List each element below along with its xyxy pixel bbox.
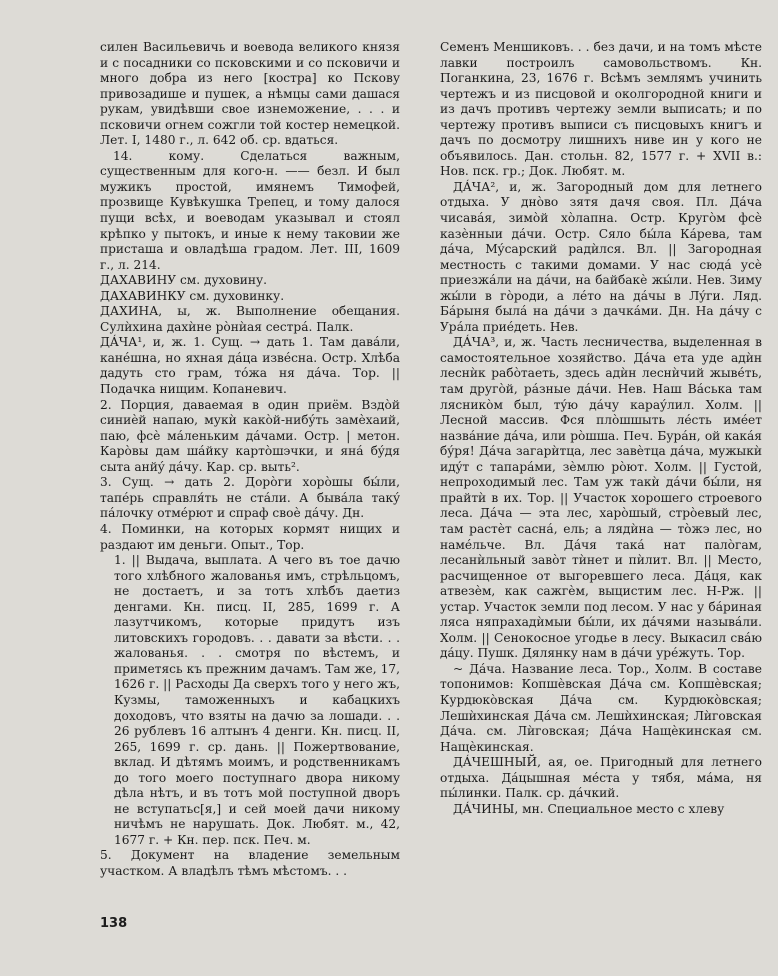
entry-dakhavinu: ДАХАВИНУ см. духовину. — [100, 273, 268, 288]
entry-dacha-2: ДÁЧА², и, ж. Загородный дом для летнего отдыха. У днòво зятя дачя своя. Пл. Дáча чисавáя, зимòй хòлапна. Остр. Кругòм фсѐ казѐнныи дáчи. Остр. Сяло бы́ла Кáрева, там дáча, Мýсарский радѝлся. Вл. || Загородная местность с такими домами. У нас сюдá усѐ приезжáли на дáчи, на байбакѐ жы́ли. Нев. Зиму жы́ли в гòроди, а лéто на дáчы в Лýги. Ляд. Бáрыня былá на дáчи з дачкáми. Дн. На дáчу с Урáла приéдеть. Нев. — [440, 179, 762, 334]
historical-sense-1: 1. || Выдача, выплата. А чего въ тое дачю того хлѣбного жалованья имъ, стрѣльцомъ, не достаетъ, и за тотъ хлѣбъ даетиз денгами. Кн. писц. II, 285, 1699 г. А лазутчикомъ, которые придутъ изъ литовскихъ городовъ. . . давати за вѣсти. . . жалованья. . . смотря по вѣстемъ, и приметясь къ прежним дачамъ. Там же, 17, 1626 г. || Расходы Да сверхъ того у него жъ, Кузмы, таможенныхъ и кабацкихъ доходовъ, что взяты на дачю за лошади. . . 26 рублевъ 16 алтынъ 4 денги. Кн. писц. II, 265, 1699 г. ср. дань. || Пожертвование, вклад. И дѣтямъ моимъ, и родственникамъ до того моего поступнаго двора никому дѣла нѣтъ, и въ тотъ мой поступной дворъ не вступатьс[я,] и сей моей дачи никому ничѣмъ не нарушать. Док. Любят. м., 42, 1677 г. + Кн. пер. пск. Печ. м. — [114, 553, 400, 847]
sense-3: 3. Сущ. → дать 2. Дорòги хорòшы бы́ли, тапéрь справля́ть не стáли. А бывáла такý пáлочку отмéрют и спраф своѐ дáчу. Дн. — [100, 475, 400, 521]
sense-2: 2. Порция, даваемая в один приём. Вздòй синиѐй напаю, мукѝ какòй-нибýть замѐхаий, паю, фсѐ мáленьким дáчами. Остр. | метон. Карòвы дам шáйку картòшэчки, и янá бýдя сыта анйý дáчу. Кар. ср. выть². — [100, 397, 400, 474]
sense-14: 14. кому. Сделаться важным, существенным для кого-н. —— безл. И был мужикъ простой, имянемъ Тимофей, прозвище Кувѣкушка Трепец, и тому далося пущи всѣх, и воеводам указывал и стоял крѣпко у пытокъ, и иные к нему таковии же присташа и овладѣша градом. Лет. III, 1609 г., л. 214. — [100, 148, 400, 272]
entry-dacha-3: ДÁЧА³, и, ж. Часть лесничества, выделенная в самостоятельное хозяйство. Дáча ета уде адѝн леснѝк рабòтаеть, здесь адѝн леснѝчий жывéть, там другòй, рáзные дáчи. Нев. Наш Вáська там лясникòм был, тýю дáчу караýлил. Холм. || Лесной массив. Фся плòшшыть лéсть имéет назвáние дáча, или рòшша. Печ. Бурáн, ой какáя бýря! Дáча загарѝтца, лес завѐтца дáча, мужыкѝ идýт с тапарáми, зѐмлю рòют. Холм. || Густой, непроходимый лес. Там уж такѝ дáчи бы́ли, ня прайтѝ в их. Тор. || Участок хорошего строевого леса. Дáча — эта лес, харòшый, стрòевый лес, там растѐт саснá, ель; а лядѝна — тòжэ лес, но намéльче. Вл. Дáчя такá нат палòгам, лесанѝльный завòт тѝнет и пѝлит. Вл. || Место, расчищенное от выгоревшего леса. Дáця, как атвезѐм, как сажгѐм, выцистим лес. Н-Рж. || устар. Участок земли под лесом. У нас у бáриная ляса няпрахадѝмыи бы́ли, их дáчями назывáли. Холм. || Сенокосное угодье в лесу. Выкасил свáю дáцу. Пушк. Дялянку нам в дáчи урéжуть. Тор. — [440, 335, 762, 661]
left-column — [100, 40, 400, 880]
entry-continuation-right: Семенъ Меншиковъ. . . без дачи, и на томъ мѣсте лавки построилъ самовольствомъ. Кн. Поганкина, 23, 1676 г. Всѣмъ землямъ учинить чертежъ и из писцовой и околгородной книги и из дачъ противъ чертежу земли выписать; и по чертежу противъ выписи съ писцовыхъ книгъ и дачъ по досмотру лишнихъ ниве ин у кого не объявилось. Дан. стольн. 82, 1577 г. + XVII в.: Нов. пск. гр.; Док. Любят. м. — [440, 40, 762, 179]
toponym-subentry: ~ Дáча. Название леса. Тор., Холм. В составе топонимов: Копшѐвская Дáча см. Копшѐвская; Курдюкòвская Дáча см. Курдюкòвская; Лешѝхинская Дáча см. Лешѝхинская; Лѝговская Дáча. см. Лѝговская; Дáча Нащѐкинская см. Нащѐкинская. — [440, 661, 762, 754]
entry-dakhavinku: ДАХАВИНКУ см. духовинку. — [100, 288, 285, 303]
sense-4: 4. Поминки, на которых кормят нищих и раздают им деньги. Опыт., Тор. — [100, 521, 400, 552]
entry-continuation: силен Васильевичь и воевода великого князя и с посадники со псковскими и со псковичи и много добра из него [костра] ко Пскову привозадише и пушек, а нѣмцы сами дашася рукам, увидѣвши свое изнеможение, . . . и псковичи огнем сожгли той костер немецкой. Лет. I, 1480 г., л. 642 об. ср. вдаться. — [100, 40, 400, 148]
entry-dachiny: ДÁЧИНЫ, мн. Специальное место с хлеву — [453, 801, 725, 816]
page-number: 138 — [100, 916, 128, 931]
entry-dakhina: ДАХИНА, ы, ж. Выполнение обещания. Сулѝхина дахѝне рòнѝая сестрá. Палк. — [100, 304, 400, 334]
entry-dacheshny: ДÁЧЕШНЫЙ, ая, ое. Пригодный для летнего отдыха. Дáцышная мéста у тябя, мáма, ня пы́линки. Палк. ср. дáчкий. — [440, 755, 762, 801]
sense-5: 5. Документ на владение земельным участком. А владѣлъ тѣмъ мѣстомъ. . . — [100, 848, 400, 878]
right-column — [440, 40, 762, 817]
entry-dacha-1: ДÁЧА¹, и, ж. 1. Сущ. → дать 1. Там давáли, канéшна, но яхная дáца извéсна. Остр. Хлѣба дадуть сто грам, тóжа ня дáча. Тор. || Подачка нищим. Копаневич. — [100, 335, 400, 397]
